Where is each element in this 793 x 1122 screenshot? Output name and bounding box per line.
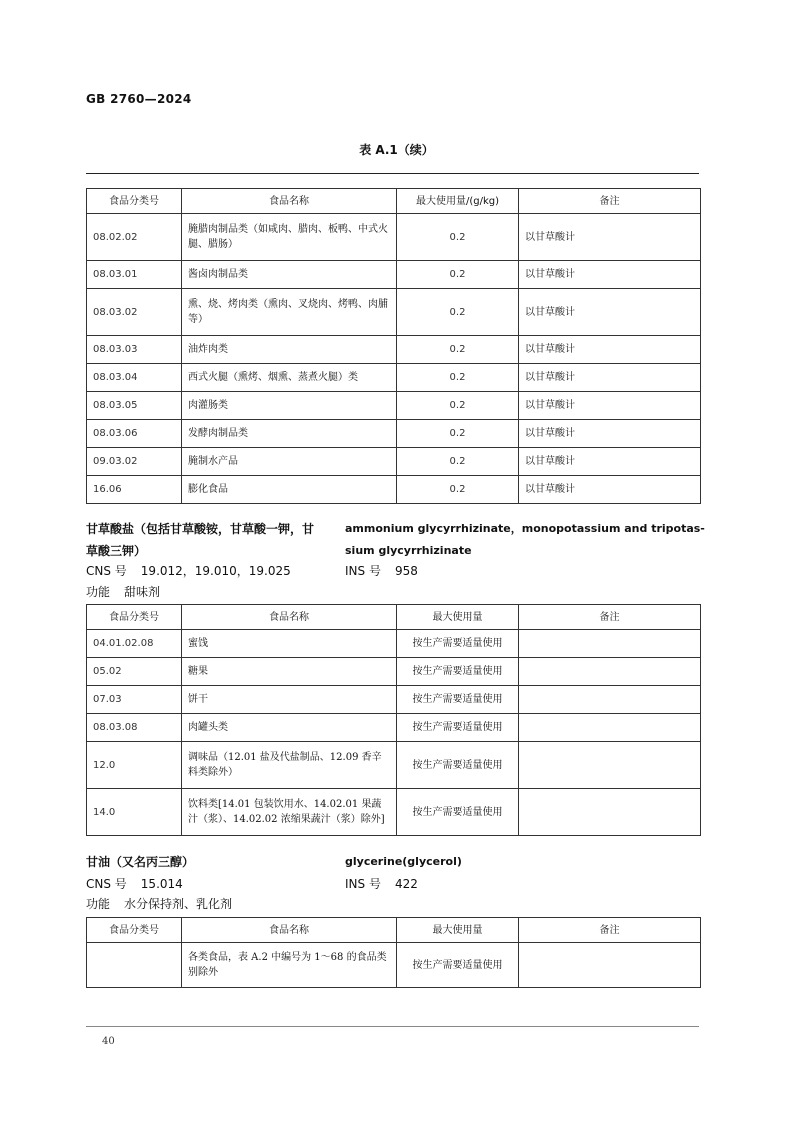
cell-note: 以甘草酸计 [519, 261, 701, 289]
cell-amount: 0.2 [397, 214, 519, 261]
cell-amount: 0.2 [397, 261, 519, 289]
header-max-usage: 最大使用量 [397, 918, 519, 943]
cell-food-name: 腌制水产品 [182, 448, 397, 476]
table-row [87, 630, 701, 658]
cell-code: 14.0 [87, 789, 182, 836]
cell-code [87, 943, 182, 988]
cell-code: 04.01.02.08 [87, 630, 182, 658]
cell-code: 09.03.02 [87, 448, 182, 476]
cell-note [519, 630, 701, 658]
additive-name-en-line2: sium glycyrrhizinate [345, 544, 472, 557]
cell-code: 08.03.05 [87, 392, 182, 420]
cell-note: 以甘草酸计 [519, 476, 701, 504]
cell-amount: 0.2 [397, 420, 519, 448]
page-number: 40 [102, 1036, 115, 1047]
cell-code: 08.03.03 [87, 336, 182, 364]
cell-amount: 0.2 [397, 448, 519, 476]
cell-note [519, 658, 701, 686]
cell-code: 12.0 [87, 742, 182, 789]
cell-code: 05.02 [87, 658, 182, 686]
header-max-usage: 最大使用量 [397, 605, 519, 630]
additive-name-en: glycerine(glycerol) [345, 855, 462, 868]
cell-food-name: 西式火腿（熏烤、烟熏、蒸煮火腿）类 [182, 364, 397, 392]
cell-note [519, 789, 701, 836]
cell-amount: 按生产需要适量使用 [397, 658, 519, 686]
additive-name-cn-line1: 甘草酸盐（包括甘草酸铵，甘草酸一钾，甘 [86, 522, 315, 536]
function [86, 894, 232, 914]
additive-name-en [345, 518, 705, 562]
cell-note: 以甘草酸计 [519, 448, 701, 476]
cns-number [86, 561, 291, 581]
table-row [87, 448, 701, 476]
cell-food-name: 饼干 [182, 686, 397, 714]
cell-amount: 按生产需要适量使用 [397, 686, 519, 714]
cell-code: 08.03.01 [87, 261, 182, 289]
cell-amount: 按生产需要适量使用 [397, 943, 519, 988]
header-remarks: 备注 [519, 189, 701, 214]
additive-name-cn [86, 518, 336, 562]
cell-note: 以甘草酸计 [519, 289, 701, 336]
cell-amount: 按生产需要适量使用 [397, 714, 519, 742]
table-row [87, 943, 701, 988]
table-row [87, 336, 701, 364]
ins-number [345, 874, 418, 894]
ins-value: 958 [394, 564, 418, 578]
cell-note: 以甘草酸计 [519, 336, 701, 364]
additive-table-3 [86, 917, 701, 988]
cell-note [519, 686, 701, 714]
ins-number [345, 561, 418, 581]
cell-amount: 按生产需要适量使用 [397, 789, 519, 836]
table-row [87, 214, 701, 261]
ins-label: INS 号 [345, 564, 381, 578]
cell-food-name: 膨化食品 [182, 476, 397, 504]
header-category-code: 食品分类号 [87, 605, 182, 630]
cell-food-name: 发酵肉制品类 [182, 420, 397, 448]
cell-food-name: 酱卤肉制品类 [182, 261, 397, 289]
table-row [87, 789, 701, 836]
ins-value: 422 [394, 877, 418, 891]
header-max-usage: 最大使用量/(g/kg) [397, 189, 519, 214]
header-remarks: 备注 [519, 918, 701, 943]
table-header-row [87, 918, 701, 943]
function-value: 水分保持剂、乳化剂 [124, 897, 233, 911]
cell-food-name: 肉罐头类 [182, 714, 397, 742]
cell-amount: 0.2 [397, 392, 519, 420]
table-row [87, 420, 701, 448]
cell-food-name: 肉灌肠类 [182, 392, 397, 420]
cell-food-name: 调味品（12.01 盐及代盐制品、12.09 香辛料类除外） [182, 742, 397, 789]
table-row [87, 742, 701, 789]
cell-code: 08.03.08 [87, 714, 182, 742]
cell-food-name: 油炸肉类 [182, 336, 397, 364]
header-food-name: 食品名称 [182, 605, 397, 630]
cell-code: 08.03.06 [87, 420, 182, 448]
additive-name-cn-line2: 草酸三钾） [86, 544, 147, 558]
cell-amount: 0.2 [397, 289, 519, 336]
table-row [87, 686, 701, 714]
cell-food-name: 饮料类[14.01 包装饮用水、14.02.01 果蔬汁（浆）、14.02.02 浓缩果蔬汁（浆）除外] [182, 789, 397, 836]
table-row [87, 261, 701, 289]
header-category-code: 食品分类号 [87, 918, 182, 943]
cell-code: 08.03.04 [87, 364, 182, 392]
header-remarks: 备注 [519, 605, 701, 630]
cell-food-name: 蜜饯 [182, 630, 397, 658]
ins-label: INS 号 [345, 877, 381, 891]
cns-number [86, 874, 183, 894]
cell-amount: 0.2 [397, 336, 519, 364]
table-caption: 表 A.1（续） [359, 143, 434, 157]
cell-amount: 按生产需要适量使用 [397, 630, 519, 658]
additive-name-en-line1: ammonium glycyrrhizinate，monopotassium and tripotas- [345, 522, 705, 535]
cell-note: 以甘草酸计 [519, 420, 701, 448]
table-row [87, 392, 701, 420]
function-label: 功能 [86, 585, 111, 599]
table-top-rule [86, 173, 699, 174]
cell-amount: 0.2 [397, 476, 519, 504]
additive-table-1 [86, 188, 701, 504]
table-row [87, 658, 701, 686]
table-row [87, 714, 701, 742]
cell-food-name: 腌腊肉制品类（如咸肉、腊肉、板鸭、中式火腿、腊肠） [182, 214, 397, 261]
cell-note [519, 714, 701, 742]
cell-note [519, 742, 701, 789]
cns-label: CNS 号 [86, 877, 127, 891]
table-row [87, 476, 701, 504]
table-row [87, 364, 701, 392]
cell-code: 16.06 [87, 476, 182, 504]
cell-food-name: 各类食品，表 A.2 中编号为 1～68 的食品类别除外 [182, 943, 397, 988]
standard-code: GB 2760—2024 [86, 92, 192, 106]
function-value: 甜味剂 [124, 585, 161, 599]
cell-code: 08.03.02 [87, 289, 182, 336]
function [86, 582, 160, 602]
cell-amount: 0.2 [397, 364, 519, 392]
cell-food-name: 糖果 [182, 658, 397, 686]
header-food-name: 食品名称 [182, 918, 397, 943]
cns-value: 15.014 [140, 877, 183, 891]
cell-food-name: 熏、烧、烤肉类（熏肉、叉烧肉、烤鸭、肉脯等） [182, 289, 397, 336]
cell-note: 以甘草酸计 [519, 392, 701, 420]
header-food-name: 食品名称 [182, 189, 397, 214]
cell-note: 以甘草酸计 [519, 364, 701, 392]
cns-value: 19.012，19.010，19.025 [140, 564, 291, 578]
cns-label: CNS 号 [86, 564, 127, 578]
table-row [87, 289, 701, 336]
header-category-code: 食品分类号 [87, 189, 182, 214]
footer-rule [86, 1026, 699, 1027]
additive-table-2 [86, 604, 701, 836]
cell-amount: 按生产需要适量使用 [397, 742, 519, 789]
table-header-row [87, 605, 701, 630]
table-header-row [87, 189, 701, 214]
cell-note: 以甘草酸计 [519, 214, 701, 261]
cell-code: 07.03 [87, 686, 182, 714]
cell-note [519, 943, 701, 988]
cell-code: 08.02.02 [87, 214, 182, 261]
additive-name-cn: 甘油（又名丙三醇） [86, 855, 195, 869]
function-label: 功能 [86, 897, 111, 911]
